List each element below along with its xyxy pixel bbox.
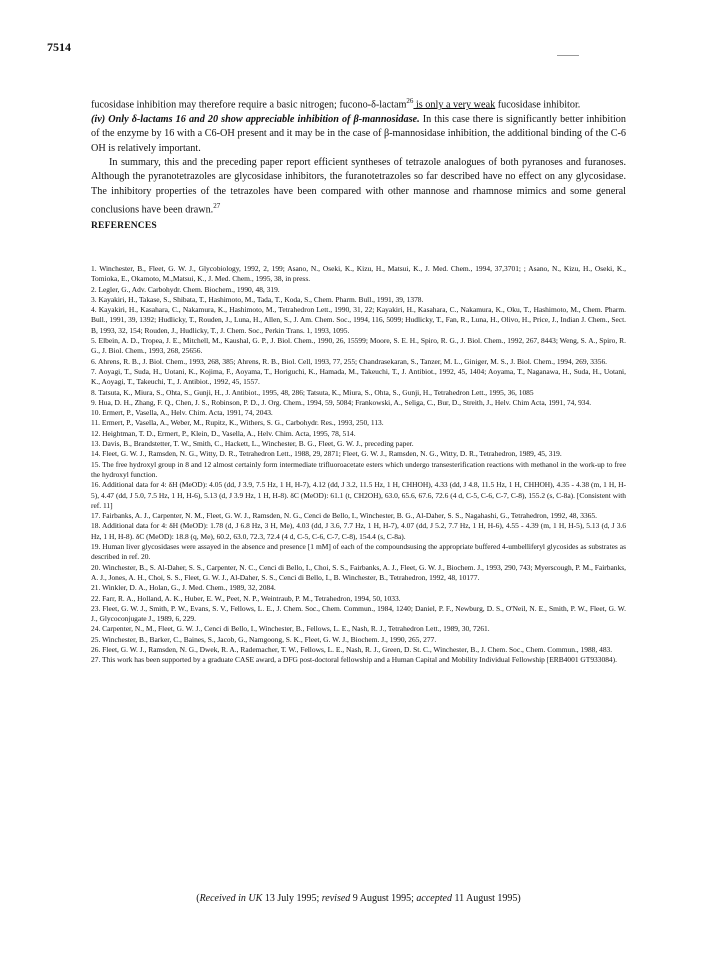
citation-superscript: 27 [213,202,221,211]
reference-item: 19. Human liver glycosidases were assayed in the absence and presence [1 mM] of each of the compoundsusing the appropriate buffered 4-umbelliferyl glycosides as substrates as described in ref. 20. [91,542,626,562]
reference-item: 16. Additional data for 4: δH (MeOD): 4.05 (dd, J 3.9, 7.5 Hz, 1 H, H-7), 4.12 (dd, J 3.2, 11.5 Hz, 1 H, CHHOH), 4.33 (dd, J 4.8, 11.5 Hz, 1 H, CHHOH), 4.35 - 4.38 (m, 1 H, H-5), 4.47 (dd, J 5.0, 7.5 Hz, 1 H, H-6), 5.13 (d, J 3.9 Hz, 1 H, H-8). δC (MeOD): 61.1 (t, CH2OH), 63.0, 65.6, 67.6, 72.6 (4 d, C-5, C-6, C-7, C-8), 155.2 (s, C-8a). [Consistent with ref. 11] [91,480,626,510]
reference-item: 27. This work has been supported by a graduate CASE award, a DFG post-doctoral fellowship and a Human Capital and Mobility Individual Fellowship [ERB4001 GT933084). [91,655,617,665]
reference-item: 13. Davis, B., Brandstetter, T. W., Smith, C., Hackett, L., Winchester, B. G., Fleet, G. W. J., preceding paper. [91,439,414,449]
paragraph-text: fucosidase inhibitor. [495,99,581,111]
reference-item: 15. The free hydroxyl group in 8 and 12 almost certainly form intermediate trifluoroacetate esters which undergo transesterification reactions with methanol in the work-up to free the hydroxyl function. [91,459,626,479]
reference-item: 11. Ermert, P., Vasella, A., Weber, M., Rupitz, K., Withers, S. G., Carbohydr. Res., 1993, 250, 113. [91,418,384,428]
reference-item: 12. Heightman, T. D., Ermert, P., Klein, D., Vasella, A., Helv. Chim. Acta, 1995, 78, 514. [91,428,356,438]
reference-item: 2. Legler, G., Adv. Carbohydr. Chem. Biochem., 1990, 48, 319. [91,284,280,294]
separator: ; [316,893,322,904]
revised-date: 9 August 1995 [350,893,412,904]
revised-label: revised [321,893,351,904]
reference-item: 1. Winchester, B., Fleet, G. W. J., Glycobiology, 1992, 2, 199; Asano, N., Oseki, K., Kizu, H., Matsui, K., J. Med. Chem., 1994, 37,3701; ; Asano, N., Kizu, H., Oseki, K., Tomioka, E., Okamoto, M.,Matsui, K., J. Med. Chem., 1995, 38, in press. [91,264,626,284]
reference-item: 5. Elbein, A. D., Tropea, J. E., Mitchell, M., Kaushal, G. P., J. Biol. Chem., 1990, 26, 15599; Moore, S. E. H., Spiro, R. G., J. Biol. Chem., 1992, 267, 8443; Weng, S. A., Spiro, R. G., J. Biol. Chem., 1993, 268, 25656. [91,336,626,356]
references-heading: REFERENCES [91,221,157,232]
paragraph-fucosidase [91,94,626,113]
paragraph-text: In this case there is significantly better inhibition of the enzyme by 16 with a C6-OH present and it may be in the case of β-mannosidase inhibition, the additional binding of the C-6 OH is relatively important. [91,113,626,154]
fucono-lactam-term: fucono-δ-lactam [339,99,407,111]
citation-superscript: 26 [406,97,414,105]
reference-item: 20. Winchester, B., S. Al-Daher, S. S., Carpenter, N. C., Cenci di Bello, I., Choi, S. S., Fairbanks, A. J., Fleet, G. W. J., Biochem. J., 1993, 290, 743; Myerscough, P. M., Fairbanks, A. J., Jones, A. H., Choi, S. S., Fleet, G. W. J., Al-Daher, S. S., Cenci di Bello, I., B. Winchester, B., Tetrahedron, 1992, 48, 10177. [91,562,626,582]
reference-item: 7. Aoyagi, T., Suda, H., Uotani, K., Kojima, F., Aoyama, T., Horiguchi, K., Hamada, M., Takeuchi, T., J. Antibiot., 1992, 45, 1404; Aoyama, T., Naganawa, H., Suda, H., Uotani, K., Aoyagi, T., Takeuchi, T., J. Antibiot., 1992, 45, 1557. [91,366,626,387]
paren: ( [196,893,200,904]
reference-item: 9. Hua, D. H., Zhang, F. Q., Chen, J. S., Robinson, P. D., J. Org. Chem., 1994, 59, 5084; Frankowski, A., Seliga, C., Bur, D., Streith, J., Helv. Chim Acta, 1991, 74, 934. [91,397,592,407]
paragraph-summary [91,156,626,218]
reference-item: 8. Tatsuta, K., Miura, S., Ohta, S., Gunji, H., J. Antibiot., 1995, 48, 286; Tatsuta, K., Miura, S., Ohta, S., Gunji, H., Tetrahedron Lett., 1995, 36, 1085 [91,387,534,397]
reference-item: 23. Fleet, G. W. J., Smith, P. W., Evans, S. V., Fellows, L. E., J. Chem. Soc., Chem. Commun., 1984, 1240; Daniel, P. F., Newburg, D. S., O'Neil, N. E., Smith, P. W., Fleet, G. W. J., Glycoconjugate J., 1989, 6, 229. [91,603,626,624]
reference-item: 22. Farr, R. A., Holland, A. K., Huber, E. W., Peet, N. P., Weintraub, P. M., Tetrahedron, 1994, 50, 1033. [91,593,401,603]
reference-item: 14. Fleet, G. W. J., Ramsden, N. G., Witty, D. R., Tetrahedron Lett., 1988, 29, 2871; Fleet, G. W. J., Ramsden, N. G., Witty, D. R., Tetrahedron, 1989, 45, 319. [91,449,562,459]
accepted-date: 11 August 1995 [451,893,518,904]
paren: ) [517,893,521,904]
corner-mark [557,55,579,56]
body-text [91,94,626,233]
received-date: 13 July 1995 [262,893,317,904]
paragraph-text: fucosidase inhibition may therefore require a basic nitrogen; [91,99,340,111]
paragraph-mannosidase [91,113,626,156]
reference-item: 25. Winchester, B., Barker, C., Baines, S., Jacob, G., Namgoong, S. K., Fleet, G. W. J., Biochem. J., 1990, 265, 277. [91,634,437,644]
accepted-label: accepted [416,893,452,904]
reference-item: 18. Additional data for 4: δH (MeOD): 1.78 (d, J 6.8 Hz, 3 H, Me), 4.03 (dd, J 3.6, 7.7 Hz, 1 H, H-7), 4.07 (dd, J 5.2, 7.7 Hz, 1 H, H-6), 4.55 - 4.39 (m, 1 H, H-5), 5.13 (d, J 3.6 Hz, 1 H, H-8). δC (MeOD): 18.8 (q, Me), 60.2, 63.0, 72.3, 72.4 (4 d, C-5, C-6, C-7, C-8), 154.4 (s, C-8a). [91,521,626,541]
reference-item: 24. Carpenter, N., M., Fleet, G. W. J., Cenci di Bello, I., Winchester, B., Fellows, L. E., Nash, R. J., Tetrahedron Lett., 1989, 30, 7261. [91,624,490,634]
reference-item: 6. Ahrens, R. B., J. Biol. Chem., 1993, 268, 385; Ahrens, R. B., Biol. Cell, 1993, 77, 255; Chandrasekaran, S., Tanzer, M. L., Giniger, M. S., J. Biol. Chem., 1994, 269, 3356. [91,356,608,366]
paragraph-text: In summary, this and the preceding paper report efficient syntheses of tetrazole analogues of both pyranoses and furanoses. Although the pyranotetrazoles are glycosidase inhibitors, the furanotetrazoles so far described have no effect on any glycosidase. The inhibitory properties of the tetrazoles have been compared with other mannose and rhamnose mimics and some general conclusions have been drawn. [91,157,626,216]
reference-item: 21. Winkler, D. A., Holan, G., J. Med. Chem., 1989, 32, 2084. [91,583,276,593]
point-heading: (iv) Only δ-lactams 16 and 20 show appreciable inhibition of β-mannosidase. [91,113,420,125]
received-line [91,893,626,904]
reference-item: 26. Fleet, G. W. J., Ramsden, N. G., Dwek, R. A., Rademacher, T. W., Fellows, L. E., Nash, R. J., Green, D. St. C., Winchester, B., J. Chem. Soc., Chem. Commun., 1988, 483. [91,644,613,654]
reference-item: 17. Fairbanks, A. J., Carpenter, N. M., Fleet, G. W. J., Ramsden, N. G., Cenci de Bello, I., Winchester, B. G., Al-Daher, S. S., Nagahashi, G., Tetrahedron, 1992, 48, 3365. [91,511,597,521]
reference-item: 10. Ermert, P., Vasella, A., Helv. Chim. Acta, 1991, 74, 2043. [91,408,273,418]
reference-item: 3. Kayakiri, H., Takase, S., Shibata, T., Hashimoto, M., Tada, T., Koda, S., Chem. Pharm. Bull., 1991, 39, 1378. [91,294,424,304]
received-label: Received in UK [199,893,263,904]
underlined-phrase: is only a very weak [413,99,496,111]
separator: ; [411,893,417,904]
reference-item: 4. Kayakiri, H., Kasahara, C., Nakamura, K., Hashimoto, M., Tetrahedron Lett., 1990, 31, 22; Kayakiri, H., Kasahara, C., Nakamura, K., Oku, T., Hashimoto, M., Chem. Pharm. Bull., 1991, 39, 1392; Hudlicky, T., Rouden, J., Luna, H., Allen, S., J. Am. Chem. Soc., 1994, 116, 5099; Hudlicky, T., Fan, R., Luna, H., Olivo, H., Price, J., Indian J. Chem., Sect. B, 1993, 32, 154; Rouden, J., Hudlicky, T., J. Chem. Soc., Perkin Trans. 1, 1993, 1095. [91,305,626,335]
page-number: 7514 [47,40,71,54]
references-list [91,264,626,666]
